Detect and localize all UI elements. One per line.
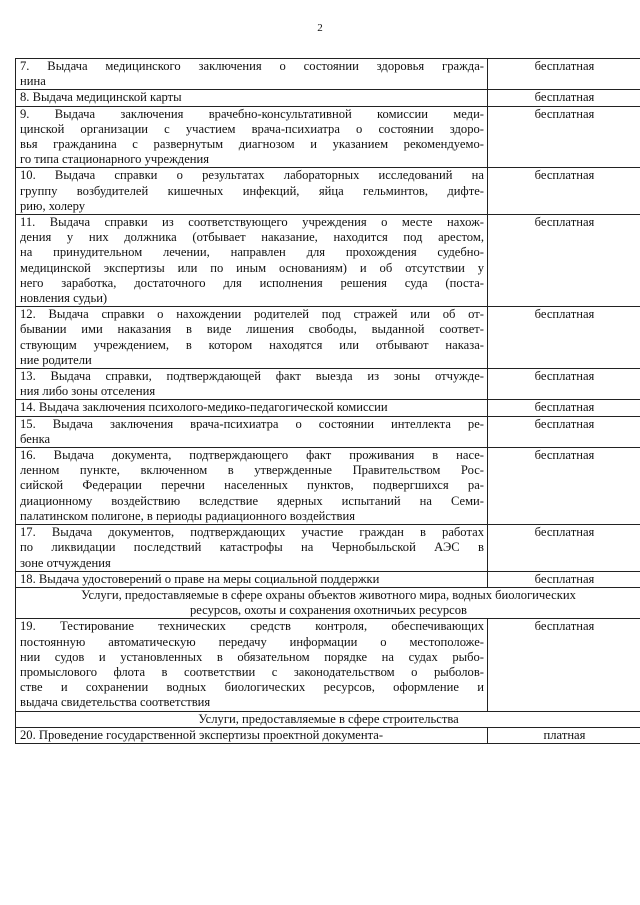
service-description-line: палатинском полигоне, в периоды радиационного воздействия — [20, 508, 355, 523]
service-description-line: промыслового флота в соответствии с законодательством о рыболов- — [20, 664, 484, 679]
service-row — [16, 619, 640, 711]
service-description-line: зоне отчуждения — [20, 555, 111, 570]
service-description — [16, 619, 488, 711]
service-description-line: дения у них должника (отбывает наказание, находится под арестом, — [20, 230, 484, 245]
service-row — [16, 307, 640, 369]
service-description — [16, 448, 488, 525]
service-description-line: 18. Выдача удостоверений о праве на меры социальной поддержки — [20, 571, 380, 586]
service-description-line: на принудительном лечении, направлен для прохождения судебно- — [20, 245, 484, 260]
service-description-line: 10. Выдача справки о результатах лабораторных исследований на — [20, 168, 484, 183]
section-title-line: ресурсов, охоты и сохранения охотничьих ресурсов — [189, 603, 467, 618]
service-description-line: группу возбудителей кишечных инфекций, яйца гельминтов, дифте- — [20, 183, 484, 198]
service-row — [16, 448, 640, 525]
service-description-line: рию, холеру — [20, 198, 85, 213]
services-table-body — [16, 59, 640, 744]
fee-status: бесплатная — [488, 619, 640, 711]
section-header-row — [16, 587, 640, 618]
service-row — [16, 727, 640, 743]
service-description-line: вья гражданина с развернутым диагнозом и указанием рекомендуемо- — [20, 137, 484, 152]
service-description-line: медицинской экспертизы или по иным основаниям) и об отсутствии у — [20, 260, 484, 275]
page-number: 2 — [317, 22, 323, 34]
service-description-line: ния либо зоны отселения — [20, 384, 156, 399]
service-description-line: бенка — [20, 431, 51, 446]
service-description-line: новления судьи) — [20, 291, 108, 306]
service-description-line: по ликвидации последствий катастрофы на Чернобыльской АЭС в — [20, 540, 484, 555]
section-title — [16, 587, 640, 618]
service-description-line: сийской Федерации перечни населенных пунктов, подвергшихся ра- — [20, 478, 484, 493]
service-description-line: 9. Выдача заключения врачебно-консультативной комиссии меди- — [20, 106, 484, 121]
service-description — [16, 416, 488, 447]
services-table — [15, 58, 640, 744]
service-row — [16, 215, 640, 307]
service-description — [16, 215, 488, 307]
fee-status: бесплатная — [488, 448, 640, 525]
service-description-line: нина — [20, 74, 46, 89]
service-description-line: стве и сохранении водных биологических ресурсов, оформление и — [20, 680, 484, 695]
section-title-line: Услуги, предоставляемые в сфере строительства — [198, 711, 459, 726]
service-description — [16, 90, 488, 106]
service-description-line: 12. Выдача справки о нахождении родителей под стражей или об от- — [20, 307, 484, 322]
service-row — [16, 59, 640, 90]
service-description-line: 14. Выдача заключения психолого-медико-педагогической комиссии — [20, 400, 388, 415]
service-row — [16, 106, 640, 168]
service-row — [16, 90, 640, 106]
fee-status: бесплатная — [488, 525, 640, 572]
fee-status: бесплатная — [488, 106, 640, 168]
service-description-line: 17. Выдача документов, подтверждающих участие граждан в работах — [20, 525, 484, 540]
service-row — [16, 400, 640, 416]
service-description-line: бывании ими наказания в виде лишения свободы, выданной соответ- — [20, 322, 484, 337]
service-description — [16, 106, 488, 168]
service-description-line: выдача свидетельства соответствия — [20, 695, 211, 710]
fee-status: бесплатная — [488, 59, 640, 90]
service-row — [16, 369, 640, 400]
service-row — [16, 571, 640, 587]
service-description — [16, 307, 488, 369]
section-title-line: Услуги, предоставляемые в сфере охраны объектов животного мира, водных биологических — [81, 587, 576, 602]
service-description — [16, 727, 488, 743]
service-description-line: диационному воздействию вследствие ядерных испытаний на Семи- — [20, 493, 484, 508]
service-description-line: цинской организации с участием врача-психиатра о состоянии здоро- — [20, 121, 484, 136]
service-description — [16, 525, 488, 572]
service-description-line: 15. Выдача заключения врача-психиатра о состоянии интеллекта ре- — [20, 416, 484, 431]
service-description — [16, 571, 488, 587]
service-description — [16, 369, 488, 400]
service-description — [16, 400, 488, 416]
fee-status: бесплатная — [488, 571, 640, 587]
service-row — [16, 525, 640, 572]
service-description-line: постоянную автоматическую передачу информации о местоположе- — [20, 634, 484, 649]
fee-status: бесплатная — [488, 90, 640, 106]
fee-status: бесплатная — [488, 307, 640, 369]
fee-status: бесплатная — [488, 369, 640, 400]
service-description-line: нии судов и установленных в обязательном порядке на судах рыбо- — [20, 649, 484, 664]
service-description-line: 7. Выдача медицинского заключения о состоянии здоровья гражда- — [20, 59, 484, 73]
service-description-line: 13. Выдача справки, подтверждающей факт выезда из зоны отчужде- — [20, 369, 484, 384]
fee-status: бесплатная — [488, 416, 640, 447]
service-description-line: ние родители — [20, 352, 92, 367]
service-description — [16, 168, 488, 215]
service-description — [16, 59, 488, 90]
service-description-line: него заработка, достаточного для исполнения решения суда (поста- — [20, 275, 484, 290]
service-description-line: го типа стационарного учреждения — [20, 152, 210, 167]
service-description-line: ствующим учреждением, в котором находятся или отбывают наказа- — [20, 337, 484, 352]
service-row — [16, 168, 640, 215]
fee-status: бесплатная — [488, 168, 640, 215]
service-row — [16, 416, 640, 447]
fee-status: бесплатная — [488, 400, 640, 416]
service-description-line: ленном пункте, включенном в утвержденные Правительством Рос- — [20, 463, 484, 478]
fee-status: платная — [488, 727, 640, 743]
fee-status: бесплатная — [488, 215, 640, 307]
section-title — [16, 711, 640, 727]
service-description-line: 8. Выдача медицинской карты — [20, 90, 182, 105]
service-description-line: 20. Проведение государственной экспертизы проектной документа- — [20, 727, 384, 742]
service-description-line: 11. Выдача справки из соответствующего учреждения о месте нахож- — [20, 215, 484, 230]
section-header-row — [16, 711, 640, 727]
service-description-line: 19. Тестирование технических средств контроля, обеспечивающих — [20, 619, 484, 634]
service-description-line: 16. Выдача документа, подтверждающего факт проживания в насе- — [20, 448, 484, 463]
